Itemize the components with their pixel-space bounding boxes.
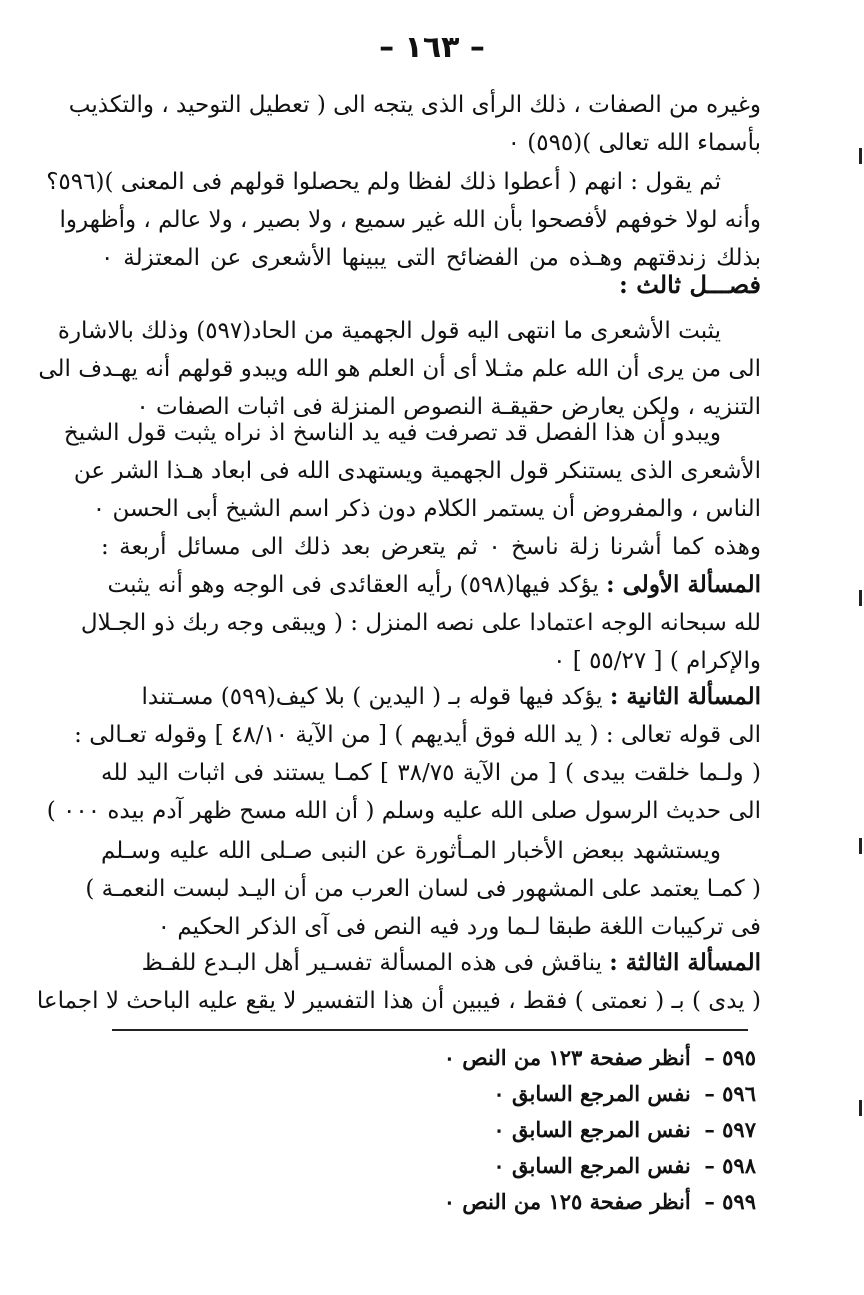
- text-line: وهذه كما أشرنا زلة ناسخ ٠ ثم يتعرض بعد ذلك الى مسائل أربعة :: [101, 534, 761, 560]
- issue-one-paragraph: [80, 566, 761, 680]
- footnote-item: [116, 1076, 756, 1112]
- text-line: لله سبحانه الوجه اعتمادا على نصه المنزل : ( ويبقى وجه ربك ذو الجـلال: [80, 610, 761, 636]
- issue-two-title: المسألة الثانية :: [609, 683, 761, 710]
- footnote-number: ٥٩٦ –: [704, 1081, 756, 1106]
- footnote-number: ٥٩٨ –: [704, 1153, 756, 1178]
- issue-three-title: المسألة الثالثة :: [609, 949, 761, 976]
- footnote-divider: [112, 1029, 748, 1031]
- paragraph-1: [68, 86, 761, 162]
- text-line: ثم يقول : انهم ( أعطوا ذلك لفظا ولم يحصلوا قولهم فى المعنى )(٥٩٦؟: [46, 169, 721, 195]
- footnote-item: [116, 1148, 756, 1184]
- text-line: ( ولـما خلقت بيدى ) [ من الآية ٣٨/٧٥ ] كمـا يستند فى اثبات اليد لله: [101, 760, 762, 786]
- text-line: بأسماء الله تعالى )(٥٩٥) ٠: [507, 130, 761, 156]
- text-line: يناقش فى هذه المسألة تفسـير أهل البـدع للفـظ: [141, 950, 610, 976]
- footnote-text: نفس المرجع السابق ٠: [493, 1117, 691, 1142]
- text-line: وغيره من الصفات ، ذلك الرأى الذى يتجه الى ( تعطيل التوحيد ، والتكذيب: [68, 92, 761, 118]
- footnote-item: [116, 1040, 756, 1076]
- text-line: الى من يرى أن الله علم مثـلا أى أن العلم هو الله ويبدو قولهم أنه يهـدف الى: [38, 356, 761, 382]
- issue-one-title: المسألة الأولى :: [606, 571, 761, 598]
- text-line: الى حديث الرسول صلى الله عليه وسلم ( أن الله مسح ظهر آدم بيده ٠٠٠ ): [46, 798, 761, 824]
- footnote-item: [116, 1184, 756, 1220]
- text-line: الناس ، والمفروض أن يستمر الكلام دون ذكر اسم الشيخ أبى الحسن ٠: [92, 496, 761, 522]
- text-line: الأشعرى الذى يستنكر قول الجهمية ويستهدى الله فى ابعاد هـذا الشر عن: [73, 458, 761, 484]
- issue-two-paragraph: [46, 678, 762, 830]
- footnotes: [116, 1040, 756, 1220]
- scan-edge-mark: [859, 838, 862, 854]
- issue-three-paragraph: [36, 944, 761, 1020]
- text-line: يؤكد فيها(٥٩٨) رأيه العقائدى فى الوجه وهو أنه يثبت: [107, 572, 607, 598]
- section-heading: [101, 266, 761, 304]
- footnote-number: ٥٩٩ –: [704, 1189, 756, 1214]
- text-line: بذلك زندقتهم وهـذه من الفضائح التى يبينها الأشعرى عن المعتزلة ٠: [101, 245, 761, 271]
- footnote-number: ٥٩٧ –: [704, 1117, 756, 1142]
- scan-edge-mark: [859, 148, 862, 164]
- section-heading-text: فصـــل ثالث :: [619, 270, 761, 299]
- text-line: وأنه لولا خوفهم لأفصحوا بأن الله غير سميع ، ولا بصير ، ولا عالم ، وأظهروا: [59, 207, 761, 233]
- footnote-item: [116, 1112, 756, 1148]
- text-line: يؤكد فيها قوله بـ ( اليدين ) بلا كيف(٥٩٩) مسـتندا: [141, 684, 610, 710]
- text-line: ( يدى ) بـ ( نعمتى ) فقط ، فيبين أن هذا التفسير لا يقع عليه الباحث لا اجماعا: [36, 988, 761, 1014]
- footnote-text: نفس المرجع السابق ٠: [493, 1153, 691, 1178]
- footnote-text: نفس المرجع السابق ٠: [493, 1081, 691, 1106]
- text-line: ويبدو أن هذا الفصل قد تصرفت فيه يد الناسخ اذ نراه يثبت قول الشيخ: [63, 420, 721, 446]
- page-number: – ١٦٣ –: [379, 30, 485, 65]
- paragraph-testimony: [85, 832, 761, 946]
- paragraph-3: [38, 312, 761, 426]
- footnote-number: ٥٩٥ –: [704, 1045, 756, 1070]
- text-line: ( كمـا يعتمد على المشهور فى لسان العرب من أن اليـد لبست النعمـة ): [85, 876, 761, 902]
- scan-edge-mark: [859, 1100, 862, 1116]
- paragraph-2: [46, 163, 761, 277]
- text-line: يثبت الأشعرى ما انتهى اليه قول الجهمية من الحاد(٥٩٧) وذلك بالاشارة: [57, 318, 721, 344]
- text-line: فى تركيبات اللغة طبقا لـما ورد فيه النص فى آى الذكر الحكيم ٠: [157, 914, 761, 940]
- text-line: الى قوله تعالى : ( يد الله فوق أيديهم ) [ من الآية ٤٨/١٠ ] وقوله تعـالى :: [74, 722, 761, 748]
- text-line: والإكرام ) [ ٥٥/٢٧ ] ٠: [553, 648, 761, 674]
- text-line: ويستشهد ببعض الأخبار المـأثورة عن النبى صـلى الله عليه وسـلم: [101, 838, 721, 864]
- paragraph-4: [63, 414, 761, 566]
- text-line: التنزيه ، ولكن يعارض حقيقـة النصوص المنزلة فى اثبات الصفات ٠: [136, 394, 761, 420]
- footnote-text: أنظر صفحة ١٢٥ من النص ٠: [443, 1189, 691, 1214]
- scan-edge-mark: [859, 590, 862, 606]
- footnote-text: أنظر صفحة ١٢٣ من النص ٠: [443, 1045, 691, 1070]
